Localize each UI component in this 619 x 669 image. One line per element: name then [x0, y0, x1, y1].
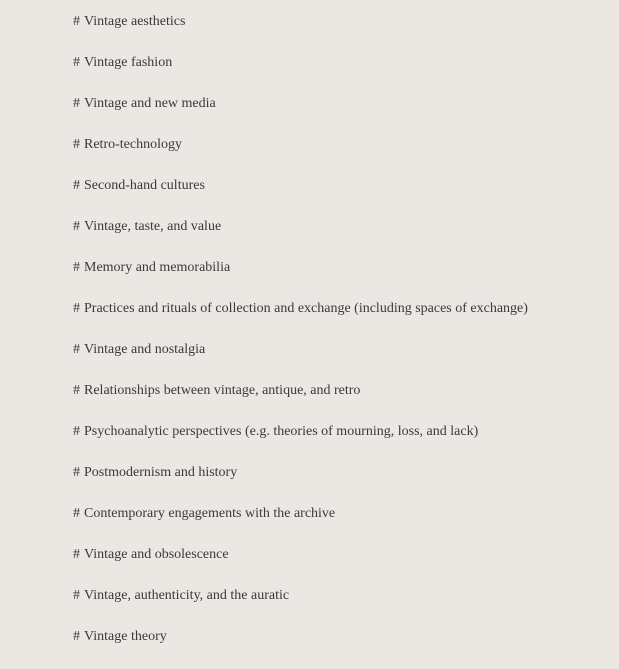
hash-marker: #: [73, 629, 80, 644]
list-item: [73, 136, 619, 177]
list-item: [73, 382, 619, 423]
topic-label: Vintage aesthetics: [84, 14, 186, 29]
list-item: [73, 95, 619, 136]
hash-marker: #: [73, 96, 80, 111]
list-item: [73, 505, 619, 546]
list-item: [73, 464, 619, 505]
list-item: [73, 177, 619, 218]
hash-marker: #: [73, 342, 80, 357]
list-item: [73, 423, 619, 464]
topic-label: Vintage and new media: [84, 96, 216, 111]
topic-label: Vintage theory: [84, 629, 167, 644]
list-item: [73, 628, 619, 669]
topic-label: Second-hand cultures: [84, 178, 205, 193]
hash-marker: #: [73, 55, 80, 70]
hash-marker: #: [73, 383, 80, 398]
hash-marker: #: [73, 219, 80, 234]
topic-label: Practices and rituals of collection and exchange (including spaces of exchange): [84, 301, 528, 316]
topic-label: Retro-technology: [84, 137, 182, 152]
hash-marker: #: [73, 547, 80, 562]
hash-marker: #: [73, 424, 80, 439]
hash-marker: #: [73, 506, 80, 521]
list-item: [73, 300, 619, 341]
topic-label: Postmodernism and history: [84, 465, 238, 480]
hash-marker: #: [73, 137, 80, 152]
topic-label: Memory and memorabilia: [84, 260, 231, 275]
list-item: [73, 218, 619, 259]
topic-label: Vintage, taste, and value: [84, 219, 222, 234]
topic-label: Vintage, authenticity, and the auratic: [84, 588, 290, 603]
topic-label: Vintage fashion: [84, 55, 173, 70]
hash-marker: #: [73, 588, 80, 603]
list-item: [73, 587, 619, 628]
topic-label: Contemporary engagements with the archive: [84, 506, 336, 521]
topic-label: Psychoanalytic perspectives (e.g. theories of mourning, loss, and lack): [84, 424, 479, 439]
topic-list: [73, 13, 619, 669]
list-item: [73, 13, 619, 54]
list-item: [73, 259, 619, 300]
hash-marker: #: [73, 260, 80, 275]
topic-label: Vintage and obsolescence: [84, 547, 229, 562]
list-item: [73, 341, 619, 382]
topic-label: Relationships between vintage, antique, and retro: [84, 383, 361, 398]
topic-label: Vintage and nostalgia: [84, 342, 206, 357]
list-item: [73, 54, 619, 95]
hash-marker: #: [73, 14, 80, 29]
list-item: [73, 546, 619, 587]
hash-marker: #: [73, 465, 80, 480]
hash-marker: #: [73, 301, 80, 316]
hash-marker: #: [73, 178, 80, 193]
